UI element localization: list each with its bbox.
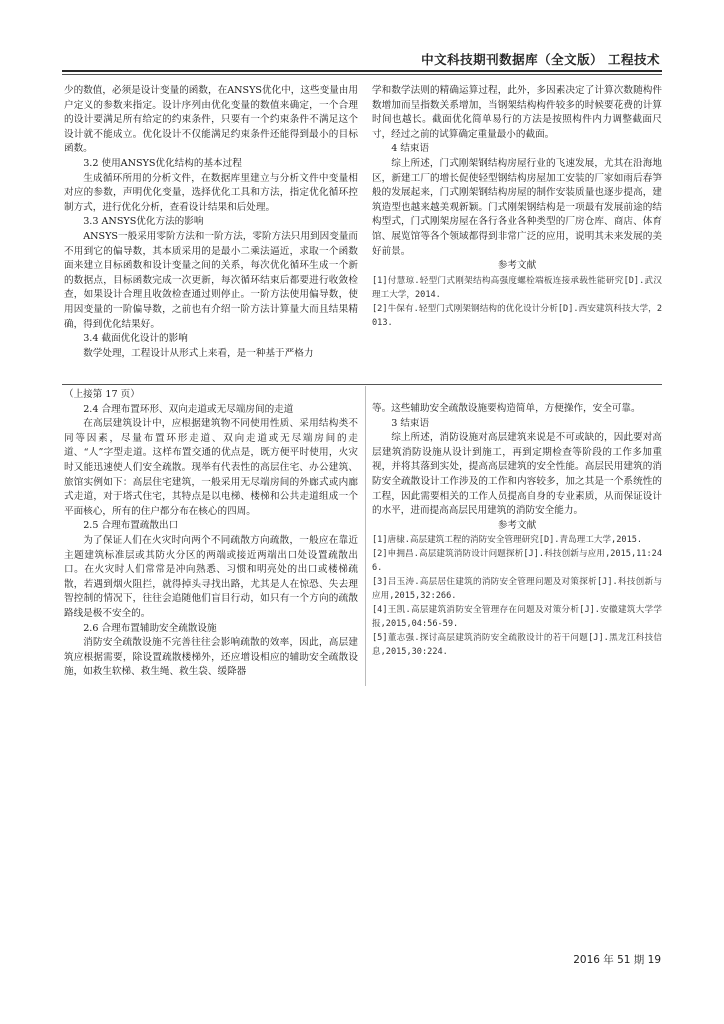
bottom-left-column [64, 388, 358, 680]
paragraph: 学和数学法则的精确运算过程，此外，多因素决定了计算次数随构件数增加而呈指数关系增加，当钢架结构构件较多的时候要花费的计算时间也越长。截面优化简单易行的方法是按照构件内力调整截面尺寸，经过之前的试算确定重量最小的截面。 [372, 85, 662, 140]
reference-item: [3]吕玉涛.高层居住建筑的消防安全管理问题及对策探析[J].科技创新与应用,2015,32:266. [372, 577, 662, 602]
section-heading: 4 结束语 [391, 143, 430, 155]
section-divider [62, 384, 662, 385]
reference-item: [1]付慧琼.轻型门式刚架结构高强度螺栓端板连接承载性能研究[D].武汉理工大学，2014. [372, 275, 662, 300]
paragraph: 消防安全疏散设施不完善往往会影响疏散的效率，因此，高层建筑应根据需要，除设置疏散楼梯外，还应增设相应的辅助安全疏散设施，如救生软梯、救生绳、救生袋、缓降器 [64, 637, 358, 678]
reference-item: [2]申拥昌.高层建筑消防设计问题探析[J].科技创新与应用,2015,11:246. [372, 549, 662, 574]
section-heading: 2.4 合理布置环形、双向走道或无尽端房间的走道 [83, 403, 294, 415]
references-heading: 参考文献 [497, 519, 537, 531]
section-heading: 3 结束语 [391, 417, 430, 429]
section-heading: 2.5 合理布置疏散出口 [83, 520, 179, 532]
paragraph: 综上所述，消防设施对高层建筑来说是不可或缺的，因此要对高层建筑消防设施从设计到施工，再到定期检查等阶段的工作多加重视，并将其落到实处，提高高层建筑的安全性能。高层民用建筑的消防安全疏散设计工作涉及的工作和内容较多，加之其是一个系统性的工程，因此需要相关的工作人员提高自身的专业素质，从而保证设计的水平，进而提高高层民用建筑的消防安全能力。 [372, 432, 662, 517]
reference-item: [2]牛保有.轻型门式刚架钢结构的优化设计分析[D].西安建筑科技大学，2013. [372, 303, 662, 328]
references-heading: 参考文献 [497, 260, 537, 272]
section-heading: 3.2 使用ANSYS优化结构的基本过程 [83, 157, 242, 169]
top-left-column [64, 84, 358, 361]
paragraph: 综上所述，门式刚架钢结构房屋行业的飞速发展，尤其在沿海地区，新建工厂的增长促使轻型钢结构房屋加工安装的厂家如雨后春笋般的发展起来，门式刚架钢结构房屋的制作安装质量也逐步提高，建筑造型也越来越美观新颖。门式刚架钢结构是一项最有发展前途的结构型式，门式刚架房屋在各行各业各种类型的厂房仓库、商店、体育馆、展览馆等各个领域都得到非常广泛的应用，说明其未来发展的美好前景。 [372, 157, 662, 257]
header-rule-thin [62, 74, 662, 75]
top-right-column [372, 84, 662, 330]
reference-item: [5]董志强.探讨高层建筑消防安全疏散设计的若干问题[J].黑龙江科技信息,2015,30:224. [372, 633, 662, 658]
journal-title: 中文科技期刊数据库（全文版） 工程技术 [421, 52, 660, 67]
reference-item: [1]唐棣.高层建筑工程的消防安全管理研究[D].青岛理工大学,2015. [372, 535, 643, 546]
paragraph: 在高层建筑设计中，应根据建筑物不同使用性质、采用结构类不同等因素，尽量布置环形走道、双向走道或无尽端房间的走道、“人”字型走道。这样布置交通的优点是，既方便平时使用，火灾时又能迅速使人们安全疏散。现举有代表性的高层住宅、办公建筑、旅馆实例如下：高层住宅建筑，一般采用无尽端房间的外廊式或内廊式走道，对于塔式住宅，其特点是以电梯、楼梯和公共走道组成一个平面核心，所有的住户都分布在核心的四周。 [64, 418, 358, 517]
paragraph: 为了保证人们在火灾时向两个不同疏散方向疏散，一般应在靠近主题建筑标准层或其防火分区的两端或接近两端出口处设置疏散出口。在火灾时人们常常是冲向熟悉、习惯和明亮处的出口或楼梯疏散，若遇到烟火阻拦，就得掉头寻找出路，尤其是人在惊恐、失去理智控制的情况下，往往会追随他们盲目行动，如只有一个方向的疏散路线是极不安全的。 [64, 534, 358, 619]
header-rule-thick [62, 70, 662, 72]
paragraph: 生成循环所用的分析文件，在数据库里建立与分析文件中变量相对应的参数，声明优化变量，选择优化工具和方法，指定优化循环控制方式，进行优化分析，查看设计结果和后处理。 [64, 172, 358, 213]
section-heading: 2.6 合理布置辅助安全疏散设施 [83, 622, 217, 634]
journal-header [62, 50, 662, 68]
column-rule [365, 386, 366, 686]
paragraph: 等。这些辅助安全疏散设施要构造简单，方便操作，安全可靠。 [372, 403, 641, 414]
section-heading: 3.4 截面优化设计的影响 [83, 333, 188, 345]
bottom-right-column [372, 402, 662, 659]
page-footer: 2016 年 51 期 19 [573, 954, 661, 966]
paragraph: ANSYS一般采用零阶方法和一阶方法，零阶方法只用到因变量而不用到它的偏导数，其本质采用的是最小二乘法逼近，求取一个函数面来建立目标函数和设计变量之间的关系，每次优化循环生成一个新的数据点，目标函数完成一次更新，每次循环结束后都要进行收敛检查，如果设计合理且收敛检查通过则停止。一阶方法使用偏导数，使用因变量的一阶偏导数，之前也有介绍一阶方法计算量大而且结果精确，得到优化结果好。 [64, 230, 358, 330]
paragraph: 数学处理，工程设计从形式上来看，是一种基于严格力 [83, 347, 314, 359]
continued-note: （上接第 17 页） [64, 389, 140, 400]
paragraph: 少的数值，必须是设计变量的函数，在ANSYS优化中，这些变量由用户定义的参数来指定。设计序列由优化变量的数值来确定，一个合理的设计要满足所有给定的约束条件，只要有一个约束条件不满足这个设计就不能成立。优化设计不仅能满足约束条件还能得到最小的目标函数。 [64, 85, 358, 155]
section-heading: 3.3 ANSYS优化方法的影响 [83, 216, 204, 228]
reference-item: [4]王凯.高层建筑消防安全管理存在问题及对策分析[J].安徽建筑大学学报,2015,04:56-59. [372, 605, 662, 630]
